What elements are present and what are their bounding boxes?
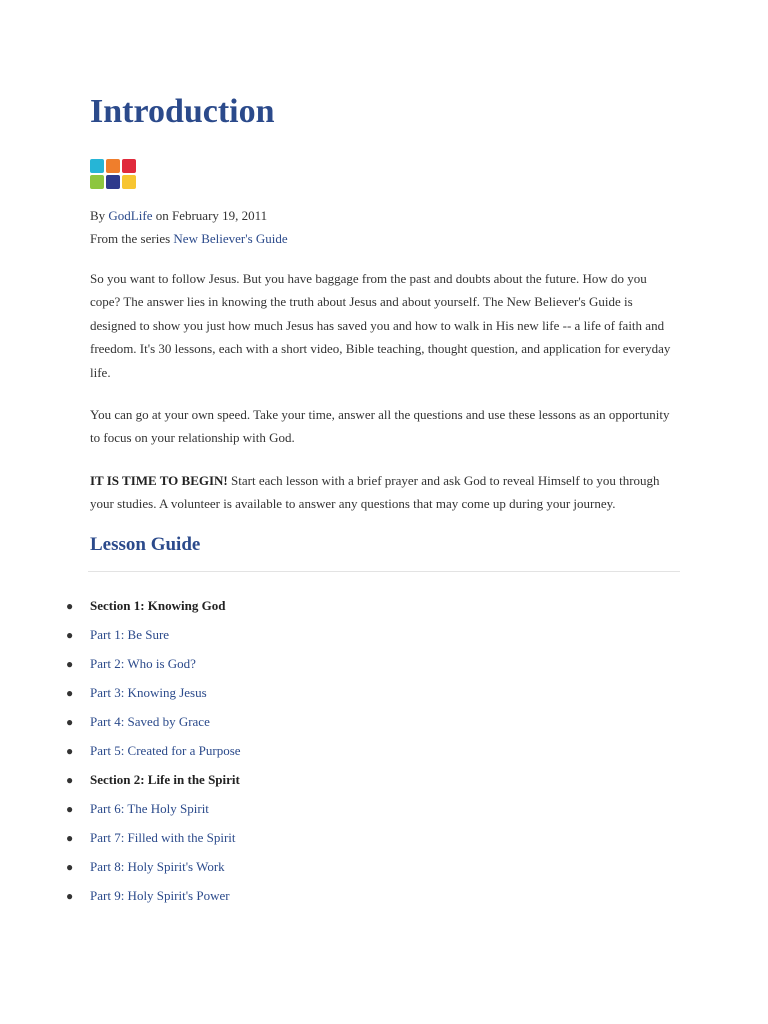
begin-text: Start each lesson with a brief prayer and ask God to reveal Himself to you through your studies. A volunteer is available to answer any questions that may come up during your journey. (90, 473, 660, 512)
series-line (90, 227, 288, 250)
begin-emphasis: IT IS TIME TO BEGIN! (90, 473, 228, 488)
intro-paragraph: So you want to follow Jesus. But you have baggage from the past and doubts about the future. How do you cope? The answer lies in knowing the truth about Jesus and about yourself. The New Believer's Guide is designed to show you just how much Jesus has saved you and how to walk in His new life -- a life of faith and freedom. It's 30 lessons, each with a short video, Bible teaching, thought question, and application for everyday life. (90, 271, 671, 380)
section-heading: Section 1: Knowing God (90, 598, 226, 613)
logo-tile (122, 159, 136, 173)
byline (90, 204, 288, 250)
bullet-icon: ● (66, 686, 74, 700)
lesson-link[interactable]: Part 2: Who is God? (90, 656, 196, 671)
bullet-icon: ● (66, 889, 74, 903)
lesson-link[interactable]: Part 7: Filled with the Spirit (90, 830, 236, 845)
lesson-guide-heading: Lesson Guide (90, 534, 201, 555)
lesson-link[interactable]: Part 3: Knowing Jesus (90, 685, 207, 700)
list-item (0, 712, 241, 741)
list-item (0, 683, 241, 712)
divider (88, 571, 680, 572)
author-link[interactable]: GodLife (108, 208, 153, 223)
lesson-link[interactable]: Part 4: Saved by Grace (90, 714, 210, 729)
lesson-list (0, 596, 241, 915)
logo-tile (90, 175, 104, 189)
series-label: From the series (90, 231, 171, 246)
list-item (0, 654, 241, 683)
logo-tile (106, 175, 120, 189)
lesson-link[interactable]: Part 9: Holy Spirit's Power (90, 888, 230, 903)
list-item (0, 799, 241, 828)
bullet-icon: ● (66, 715, 74, 729)
logo-tile (106, 159, 120, 173)
bullet-icon: ● (66, 744, 74, 758)
godlife-logo-icon (90, 159, 136, 189)
section-heading: Section 2: Life in the Spirit (90, 772, 240, 787)
list-item (0, 770, 241, 799)
bullet-icon: ● (66, 628, 74, 642)
date-text: on February 19, 2011 (155, 208, 268, 223)
list-item (0, 857, 241, 886)
bullet-icon: ● (66, 773, 74, 787)
list-item (0, 741, 241, 770)
speed-paragraph: You can go at your own speed. Take your time, answer all the questions and use these lessons as an opportunity to focus on your relationship with God. (90, 407, 670, 446)
list-item (0, 886, 241, 915)
author-line (90, 204, 288, 227)
page-title: Introduction (90, 93, 275, 130)
series-link[interactable]: New Believer's Guide (173, 231, 288, 246)
bullet-icon: ● (66, 599, 74, 613)
bullet-icon: ● (66, 657, 74, 671)
list-item (0, 596, 241, 625)
list-item (0, 625, 241, 654)
bullet-icon: ● (66, 831, 74, 845)
lesson-link[interactable]: Part 8: Holy Spirit's Work (90, 859, 225, 874)
bullet-icon: ● (66, 860, 74, 874)
logo-tile (122, 175, 136, 189)
bullet-icon: ● (66, 802, 74, 816)
logo-tile (90, 159, 104, 173)
lesson-link[interactable]: Part 6: The Holy Spirit (90, 801, 209, 816)
begin-paragraph (90, 469, 680, 516)
list-item (0, 828, 241, 857)
by-label: By (90, 208, 106, 223)
lesson-link[interactable]: Part 5: Created for a Purpose (90, 743, 241, 758)
lesson-link[interactable]: Part 1: Be Sure (90, 627, 170, 642)
